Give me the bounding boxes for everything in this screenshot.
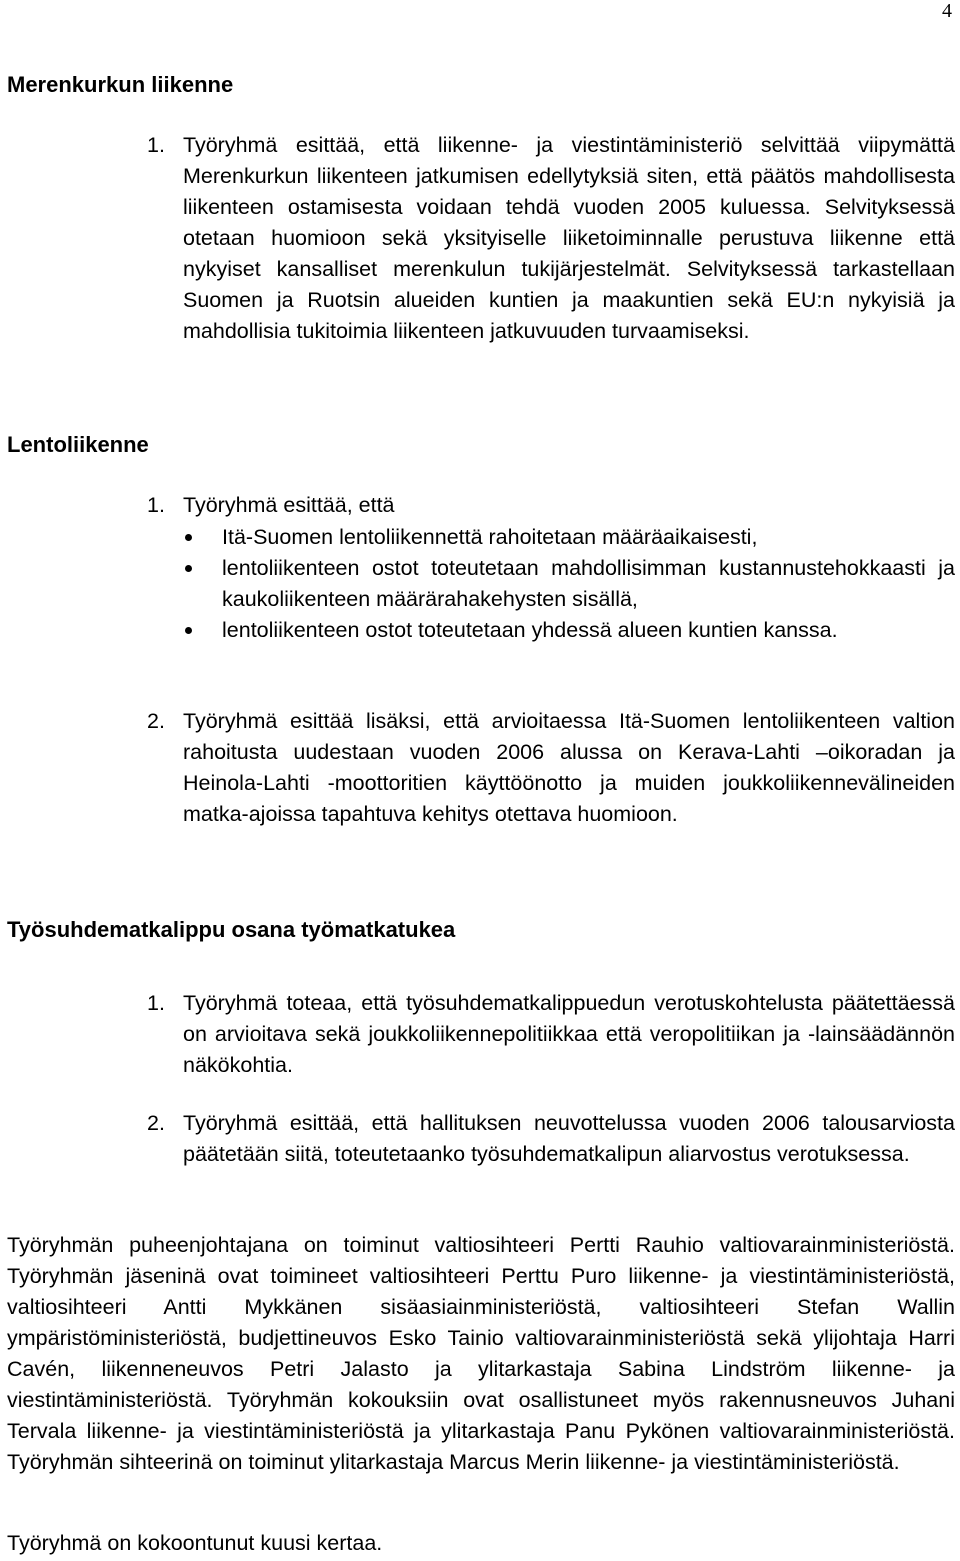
bullet-item: lentoliikenteen ostot toteutetaan mahdollisimman kustannustehokkaasti ja kaukoliikenteen määrärahakehysten sisällä, <box>183 553 955 615</box>
item-text: Työryhmä toteaa, että työsuhdematkalippuedun verotuskohtelusta päätettäessä on arvioitava sekä joukkoliikennepolitiikkaa että veropolitiikan ja -lainsäädännön näkökohtia. <box>183 991 955 1077</box>
lento-item-2 <box>147 706 955 830</box>
item-number: 1. <box>147 133 165 157</box>
section-heading-merenkurkun: Merenkurkun liikenne <box>7 72 234 97</box>
lento-item-1 <box>147 490 955 521</box>
item-number: 2. <box>147 709 165 733</box>
item-text: Työryhmä esittää, että hallituksen neuvottelussa vuoden 2006 talousarviosta päätetään siitä, toteutetaanko työsuhdematkalipun aliarvostus verotuksessa. <box>183 1111 955 1166</box>
item-number: 1. <box>147 493 165 517</box>
meetings-paragraph: Työryhmä on kokoontunut kuusi kertaa. <box>7 1531 383 1555</box>
section-heading-tyosuhdematkalippu: Työsuhdematkalippu osana työmatkatukea <box>7 917 456 942</box>
item-intro: Työryhmä esittää, että <box>183 493 395 517</box>
item-text: Työryhmä esittää lisäksi, että arvioitaessa Itä-Suomen lentoliikenteen valtion rahoitusta uudestaan vuoden 2006 alussa on Kerava-Lahti –oikoradan ja Heinola-Lahti -moottoritien käyttöönotto ja muiden joukkoliikennevälineiden matka-ajoissa tapahtuva kehitys otettava huomioon. <box>183 709 955 826</box>
bullet-icon <box>185 534 192 541</box>
page-number: 4 <box>942 0 952 22</box>
bullet-item: lentoliikenteen ostot toteutetaan yhdessä alueen kuntien kanssa. <box>183 615 955 646</box>
item-text: Työryhmä esittää, että liikenne- ja viestintäministeriö selvittää viipymättä Merenkurkun liikenteen jatkumisen edellytyksiä siten, että päätös mahdollisesta liikenteen ostamisesta voidaan tehdä vuoden 2005 kuluessa. Selvityksessä otetaan huomioon sekä yksityiselle liiketoiminnalle perustuva liikenne että nykyiset kansalliset merenkulun tukijärjestelmät. Selvityksessä tarkastellaan Suomen ja Ruotsin alueiden kuntien ja maakuntien sekä EU:n nykyisiä ja mahdollisia tukitoimia liikenteen jatkuvuuden turvaamiseksi. <box>183 133 955 343</box>
bullet-icon <box>185 565 192 572</box>
lento-bullet-list <box>183 522 955 646</box>
tyosuhde-item-2 <box>147 1108 955 1170</box>
section-heading-lentoliikenne: Lentoliikenne <box>7 432 149 457</box>
members-paragraph: Työryhmän puheenjohtajana on toiminut valtiosihteeri Pertti Rauhio valtiovarainministeriöstä. Työryhmän jäseninä ovat toimineet valtiosihteeri Perttu Puro liikenne- ja viestintäministeriöstä, valtiosihteeri Antti Mykkänen sisäasiainministeriöstä, valtiosihteeri Stefan Wallin ympäristöministeriöstä, budjettineuvos Esko Tainio valtiovarainministeriöstä sekä ylijohtaja Harri Cavén, liikenneneuvos Petri Jalasto ja ylitarkastaja Sabina Lindström liikenne- ja viestintäministeriöstä. Työryhmän kokouksiin ovat osallistuneet myös rakennusneuvos Juhani Tervala liikenne- ja viestintäministeriöstä ja ylitarkastaja Panu Pykönen valtiovarainministeriöstä. Työryhmän sihteerinä on toiminut ylitarkastaja Marcus Merin liikenne- ja viestintäministeriöstä. <box>7 1233 955 1474</box>
item-number: 1. <box>147 991 165 1015</box>
meren-item-1 <box>147 130 955 347</box>
bullet-item: Itä-Suomen lentoliikennettä rahoitetaan määräaikaisesti, <box>183 522 955 553</box>
item-number: 2. <box>147 1111 165 1135</box>
bullet-icon <box>185 627 192 634</box>
tyosuhde-item-1 <box>147 988 955 1081</box>
